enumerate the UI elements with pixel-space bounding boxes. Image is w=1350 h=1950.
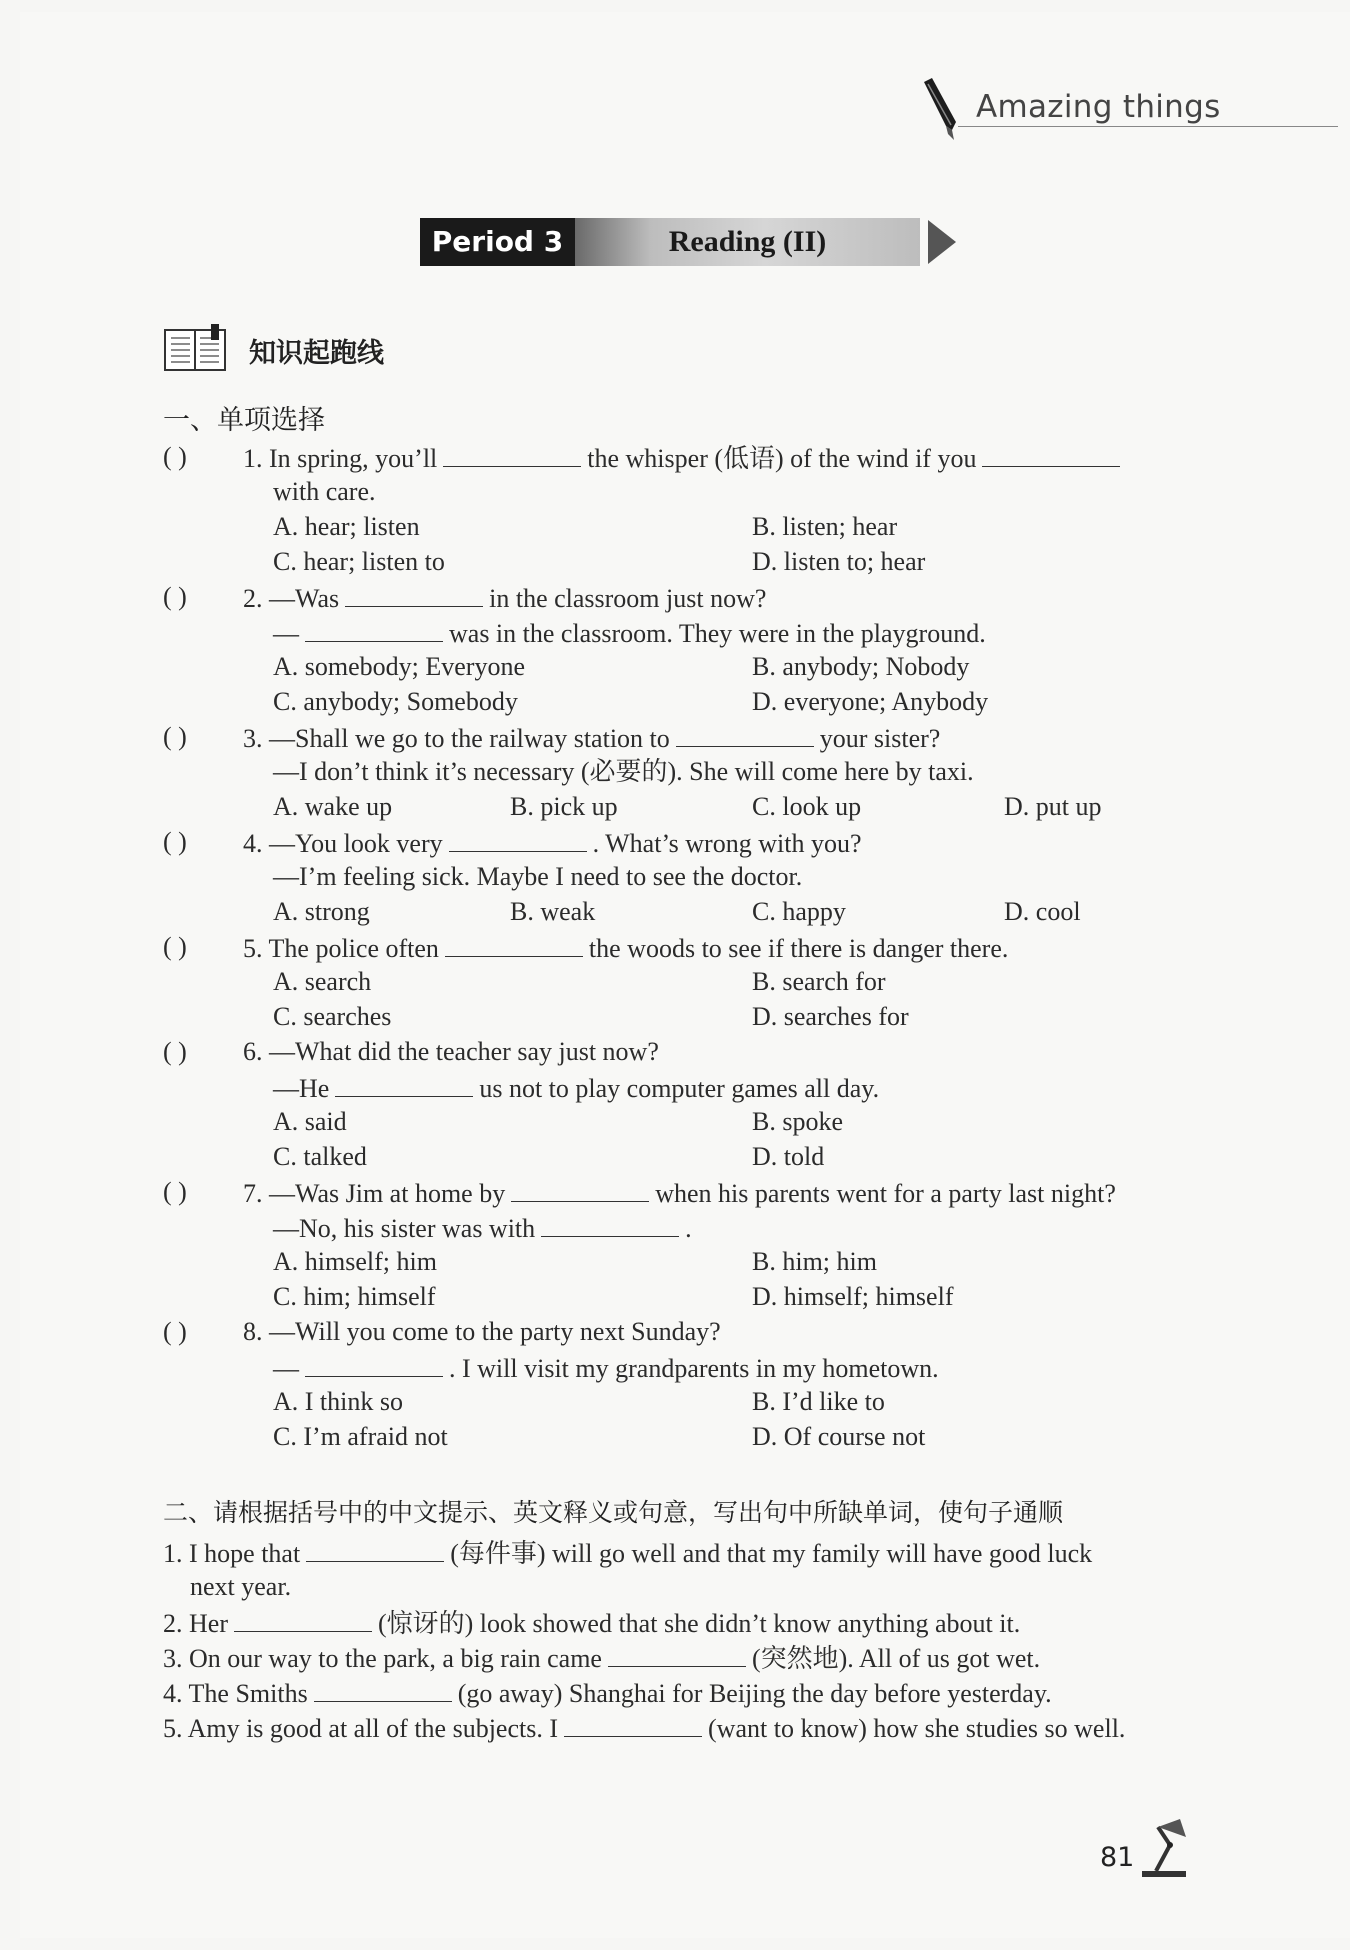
answer-paren[interactable]: ( ) (163, 1317, 187, 1346)
question-7: 7. —Was Jim at home by when his parents went for a party last night? (243, 1179, 1116, 1208)
option-b[interactable]: B. I’d like to (752, 1387, 885, 1416)
option-c[interactable]: C. anybody; Somebody (273, 687, 518, 716)
answer-blank[interactable] (306, 1537, 444, 1562)
option-a[interactable]: A. himself; him (273, 1247, 437, 1276)
question-7-line2: —No, his sister was with . (273, 1214, 692, 1243)
option-d[interactable]: D. cool (1004, 897, 1081, 926)
desk-lamp-icon (1136, 1815, 1196, 1881)
option-d[interactable]: D. listen to; hear (752, 547, 926, 576)
answer-blank[interactable] (511, 1177, 649, 1202)
question-2-line2: — was in the classroom. They were in the playground. (273, 619, 986, 648)
option-b[interactable]: B. him; him (752, 1247, 877, 1276)
running-header (918, 78, 1338, 128)
answer-blank[interactable] (449, 827, 587, 852)
question-4-line2: —I’m feeling sick. Maybe I need to see the doctor. (273, 862, 803, 891)
answer-paren[interactable]: ( ) (163, 442, 187, 471)
option-a[interactable]: A. wake up (273, 792, 393, 821)
option-d[interactable]: D. everyone; Anybody (752, 687, 989, 716)
fill-item-1: 1. I hope that (每件事) will go well and that my family will have good luck (163, 1539, 1093, 1568)
running-header-title: Amazing things (976, 89, 1221, 125)
fill-item-2: 2. Her (惊讶的) look showed that she didn’t know anything about it. (163, 1609, 1021, 1638)
answer-blank[interactable] (234, 1607, 372, 1632)
question-4: 4. —You look very . What’s wrong with you? (243, 829, 862, 858)
answer-paren[interactable]: ( ) (163, 582, 187, 611)
part1-title: 一、单项选择 (163, 405, 325, 436)
fill-item-1-line2: next year. (190, 1572, 292, 1601)
answer-blank[interactable] (541, 1212, 679, 1237)
question-1: 1. In spring, you’ll the whisper (低语) of the wind if you (243, 442, 1126, 474)
fill-item-5: 5. Amy is good at all of the subjects. I (want to know) how she studies so well. (163, 1714, 1126, 1743)
answer-blank[interactable] (345, 582, 483, 607)
section-heading-label: 知识起跑线 (249, 338, 384, 369)
answer-paren[interactable]: ( ) (163, 827, 187, 856)
fill-item-3: 3. On our way to the park, a big rain came (突然地). All of us got wet. (163, 1644, 1041, 1673)
option-b[interactable]: B. search for (752, 967, 886, 996)
option-c[interactable]: C. him; himself (273, 1282, 436, 1311)
option-b[interactable]: B. spoke (752, 1107, 843, 1136)
option-b[interactable]: B. listen; hear (752, 512, 898, 541)
option-d[interactable]: D. himself; himself (752, 1282, 954, 1311)
part2-title: 二、请根据括号中的中文提示、英文释义或句意，写出句中所缺单词，使句子通顺 (163, 1498, 1064, 1527)
answer-blank[interactable] (335, 1072, 473, 1097)
option-d[interactable]: D. put up (1004, 792, 1102, 821)
question-8-line2: — . I will visit my grandparents in my hometown. (273, 1354, 939, 1383)
option-b[interactable]: B. pick up (510, 792, 618, 821)
option-a[interactable]: A. said (273, 1107, 347, 1136)
question-3-line2: —I don’t think it’s necessary (必要的). She will come here by taxi. (273, 757, 974, 786)
option-d[interactable]: D. told (752, 1142, 825, 1171)
banner-arrow-icon (928, 220, 956, 264)
question-1-line2: with care. (273, 477, 376, 506)
answer-blank[interactable] (305, 617, 443, 642)
option-c[interactable]: C. look up (752, 792, 862, 821)
answer-blank[interactable] (608, 1642, 746, 1667)
question-3: 3. —Shall we go to the railway station to your sister? (243, 724, 941, 753)
answer-paren[interactable]: ( ) (163, 932, 187, 961)
answer-blank[interactable] (982, 442, 1120, 467)
header-rule (958, 126, 1338, 127)
option-a[interactable]: A. strong (273, 897, 370, 926)
option-c[interactable]: C. I’m afraid not (273, 1422, 448, 1451)
question-5: 5. The police often the woods to see if there is danger there. (243, 934, 1009, 963)
answer-paren[interactable]: ( ) (163, 1177, 187, 1206)
option-a[interactable]: A. search (273, 967, 372, 996)
option-d[interactable]: D. Of course not (752, 1422, 926, 1451)
option-a[interactable]: A. somebody; Everyone (273, 652, 526, 681)
period-title: Reading (II) (575, 218, 920, 266)
answer-blank[interactable] (676, 722, 814, 747)
answer-blank[interactable] (564, 1712, 702, 1737)
question-6-line2: —He us not to play computer games all day. (273, 1074, 880, 1103)
option-b[interactable]: B. weak (510, 897, 596, 926)
option-b[interactable]: B. anybody; Nobody (752, 652, 970, 681)
fill-item-4: 4. The Smiths (go away) Shanghai for Beijing the day before yesterday. (163, 1679, 1052, 1708)
pen-icon (918, 78, 964, 142)
option-c[interactable]: C. searches (273, 1002, 392, 1031)
answer-paren[interactable]: ( ) (163, 722, 187, 751)
option-d[interactable]: D. searches for (752, 1002, 909, 1031)
question-2: 2. —Was in the classroom just now? (243, 584, 767, 613)
question-8: 8. —Will you come to the party next Sunday? (243, 1317, 721, 1346)
period-label: Period 3 (420, 218, 575, 266)
page-number: 81 (1100, 1842, 1135, 1873)
option-a[interactable]: A. I think so (273, 1387, 403, 1416)
answer-blank[interactable] (445, 932, 583, 957)
answer-blank[interactable] (305, 1352, 443, 1377)
option-c[interactable]: C. hear; listen to (273, 547, 445, 576)
answer-blank[interactable] (314, 1677, 452, 1702)
option-c[interactable]: C. happy (752, 897, 846, 926)
option-a[interactable]: A. hear; listen (273, 512, 420, 541)
answer-paren[interactable]: ( ) (163, 1037, 187, 1066)
question-6: 6. —What did the teacher say just now? (243, 1037, 659, 1066)
option-c[interactable]: C. talked (273, 1142, 367, 1171)
period-banner (420, 218, 940, 268)
answer-blank[interactable] (443, 442, 581, 467)
open-book-icon (163, 324, 229, 374)
